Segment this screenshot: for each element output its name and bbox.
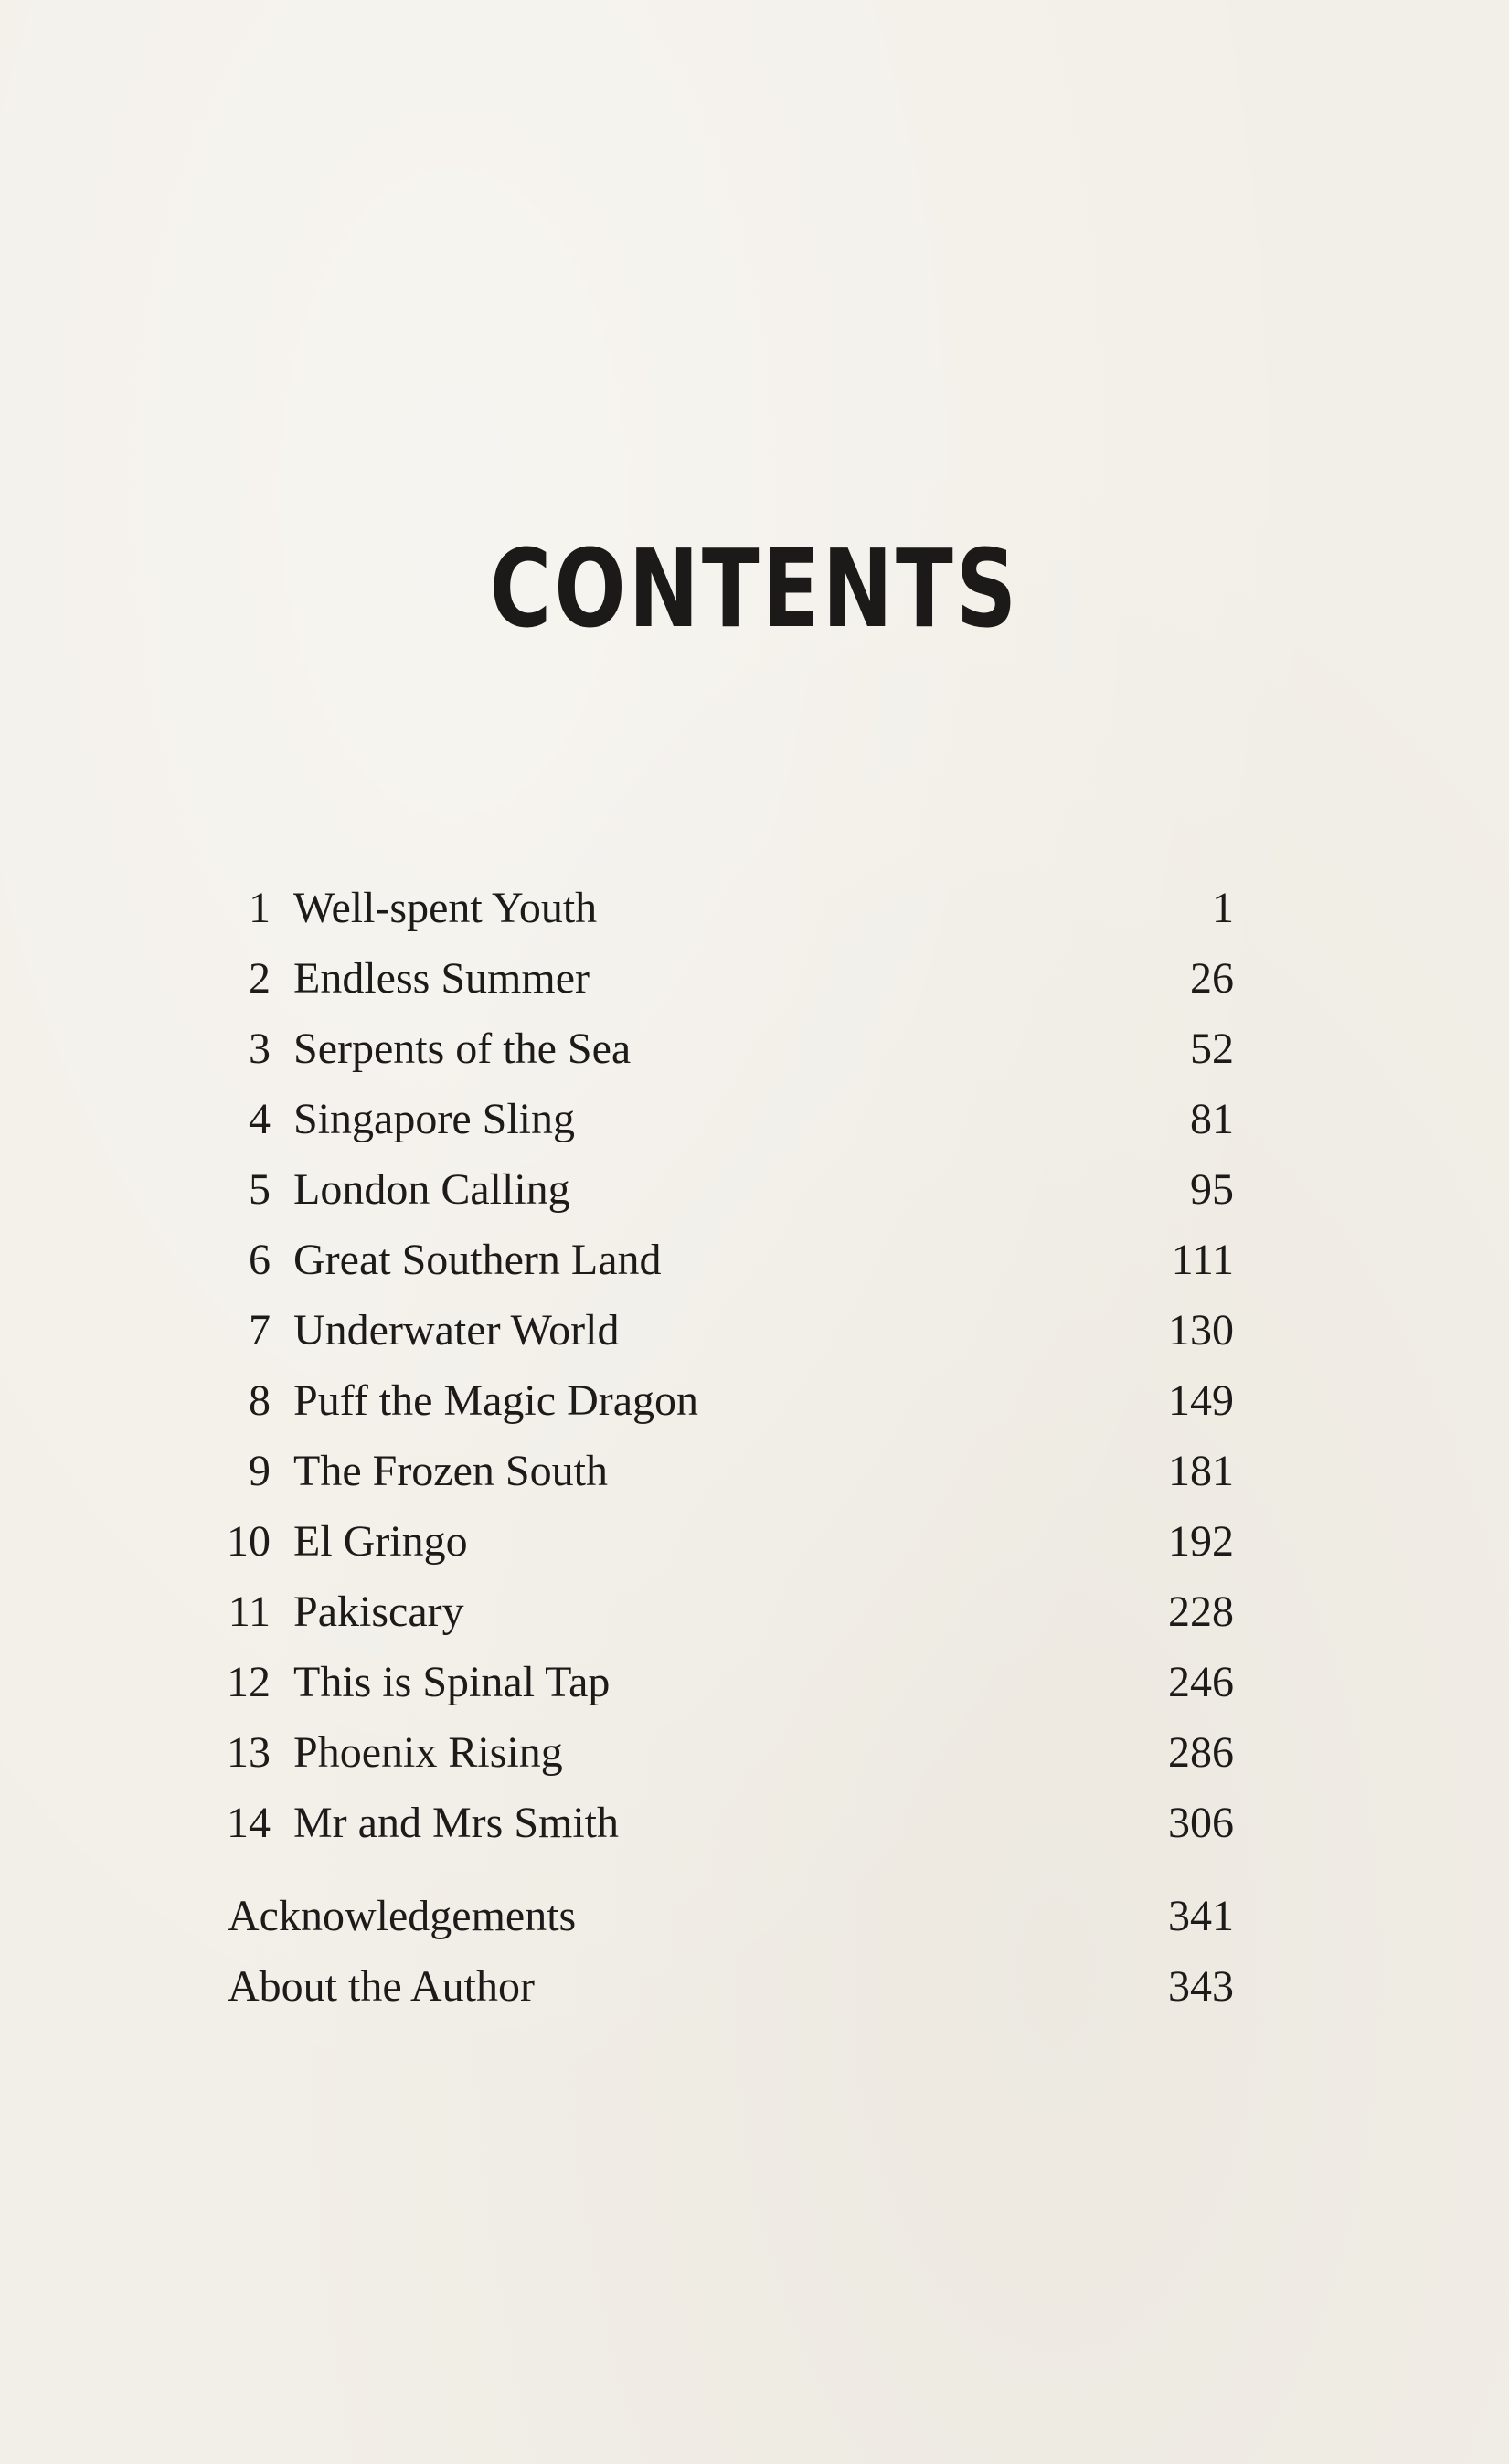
page-number: 181 [1168, 1447, 1234, 1495]
page-title: CONTENTS [489, 526, 1020, 652]
page-number: 149 [1168, 1376, 1234, 1425]
back-matter-title: Acknowledgements [228, 1892, 577, 1940]
page-number: 95 [1190, 1165, 1234, 1214]
toc-row [0, 1436, 1509, 1506]
toc-row [0, 873, 1509, 943]
toc-row-back-matter [0, 1881, 1509, 1951]
chapter-number: 12 [227, 1658, 271, 1706]
chapter-title: London Calling [293, 1165, 570, 1214]
toc-row [0, 1717, 1509, 1788]
chapter-number: 1 [249, 884, 271, 932]
page-number: 130 [1168, 1306, 1234, 1354]
toc-row [0, 1154, 1509, 1225]
back-matter-title: About the Author [228, 1962, 535, 2011]
page-number: 306 [1168, 1799, 1234, 1847]
chapter-number: 2 [249, 954, 271, 1003]
chapter-number: 11 [228, 1588, 271, 1636]
chapter-number: 6 [249, 1236, 271, 1284]
toc-row [0, 1295, 1509, 1365]
chapter-title: Serpents of the Sea [293, 1025, 632, 1073]
page-number: 286 [1168, 1728, 1234, 1777]
page-number: 246 [1168, 1658, 1234, 1706]
toc-row [0, 1084, 1509, 1154]
page-number: 341 [1168, 1892, 1234, 1940]
toc-row [0, 1788, 1509, 1858]
chapter-title: Singapore Sling [293, 1095, 575, 1143]
chapter-number: 7 [249, 1306, 271, 1354]
toc-row [0, 1506, 1509, 1577]
page-number: 1 [1212, 884, 1234, 932]
page-number: 228 [1168, 1588, 1234, 1636]
chapter-number: 8 [249, 1376, 271, 1425]
chapter-title: Pakiscary [293, 1588, 464, 1636]
chapter-number: 3 [249, 1025, 271, 1073]
chapter-title: Great Southern Land [293, 1236, 662, 1284]
toc-row [0, 1365, 1509, 1436]
page-number: 111 [1171, 1236, 1234, 1284]
page-number: 343 [1168, 1962, 1234, 2011]
page-number: 192 [1168, 1517, 1234, 1566]
page-number: 26 [1190, 954, 1234, 1003]
chapter-number: 10 [227, 1517, 271, 1566]
chapter-number: 13 [227, 1728, 271, 1777]
chapter-number: 4 [249, 1095, 271, 1143]
chapter-title: This is Spinal Tap [293, 1658, 611, 1706]
chapter-title: Phoenix Rising [293, 1728, 563, 1777]
toc-row-back-matter [0, 1951, 1509, 2022]
chapter-title: Puff the Magic Dragon [293, 1376, 699, 1425]
chapter-title: Well-spent Youth [293, 884, 598, 932]
page-number: 81 [1190, 1095, 1234, 1143]
chapter-number: 9 [249, 1447, 271, 1495]
chapter-number: 14 [227, 1799, 271, 1847]
chapter-number: 5 [249, 1165, 271, 1214]
toc-row [0, 1225, 1509, 1295]
chapter-title: Underwater World [293, 1306, 620, 1354]
page-number: 52 [1190, 1025, 1234, 1073]
chapter-title: Endless Summer [293, 954, 590, 1003]
toc-row [0, 1577, 1509, 1647]
chapter-title: The Frozen South [293, 1447, 608, 1495]
toc-row [0, 943, 1509, 1014]
chapter-title: El Gringo [293, 1517, 468, 1566]
chapter-title: Mr and Mrs Smith [293, 1799, 620, 1847]
toc-row [0, 1647, 1509, 1717]
toc-row [0, 1014, 1509, 1084]
